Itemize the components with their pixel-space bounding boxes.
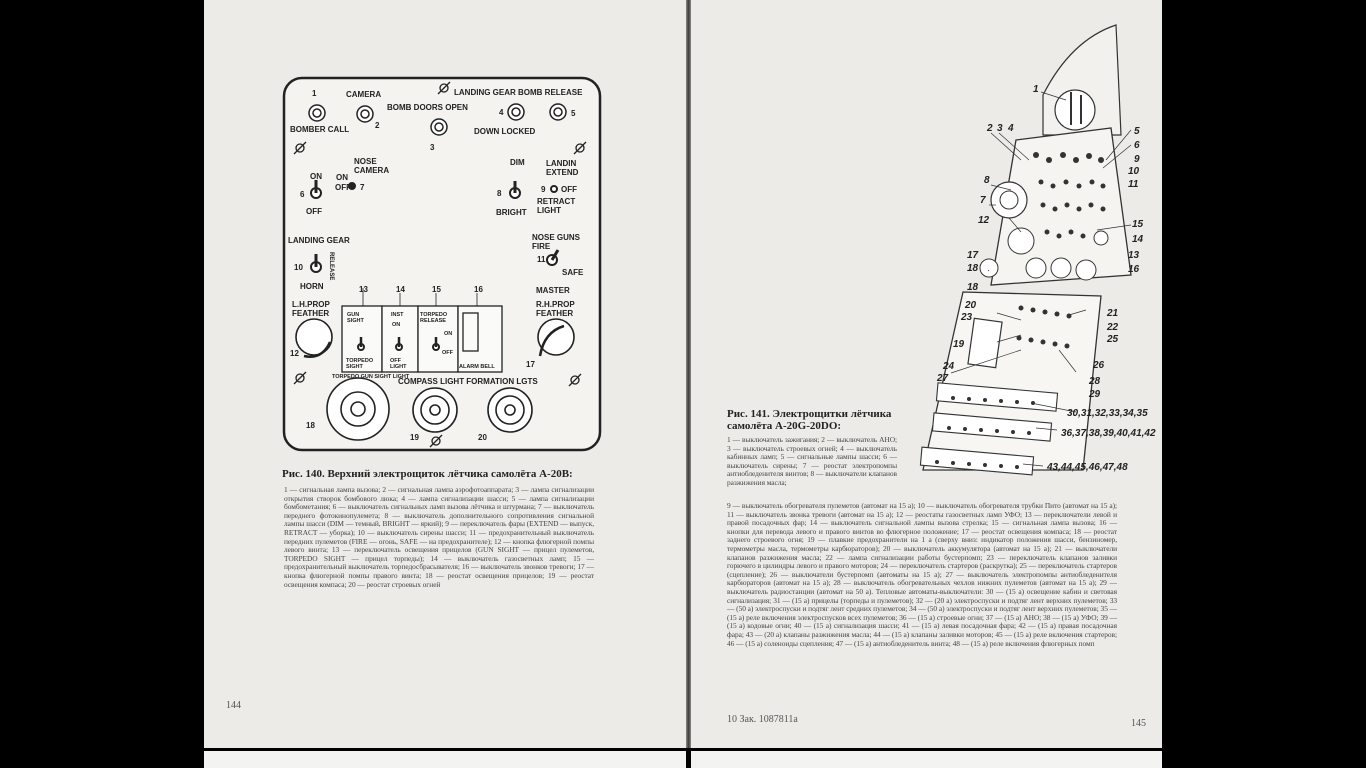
figure-140-caption: Рис. 140. Верхний электрощиток лётчика самолёта А-20В: bbox=[282, 468, 573, 480]
callout-4: 4 bbox=[1008, 123, 1014, 134]
label-off-9: OFF bbox=[561, 185, 577, 194]
label-13: 13 bbox=[359, 285, 368, 294]
callout-43-48: 43,44,45,46,47,48 bbox=[1047, 462, 1128, 473]
label-bomber-call: BOMBER CALL bbox=[290, 125, 350, 134]
figure-140-switch-panel bbox=[204, 0, 686, 470]
page-number-right: 145 bbox=[1131, 718, 1146, 729]
callout-6: 6 bbox=[1134, 140, 1140, 151]
signature-mark: 10 Зак. 1087811а bbox=[727, 714, 798, 725]
right-book-page bbox=[691, 0, 1162, 748]
label-gun-sight: GUN SIGHT bbox=[347, 312, 364, 325]
label-19: 19 bbox=[410, 433, 419, 442]
figure-140-legend: 1 — сигнальная лампа вызова; 2 — сигнальная лампа аэрофотоаппарата; 3 — лампа сигнализации открытия створок бомбового люка; 4 — лампа сигнализации шасси; 5 — лампа сигнализации бомбометания; 6 — выключатель сигнальных ламп вызова лётчика и штурмана; 7 — выключатель переднего фотокинопулемета; 8 — выключатель дополнительного сопротивления сигнальной лампы шасси (DIM — темный, BRIGHT — яркий); 9 — переключатель фары (EXTEND — выпуск, RETRACT — уборка); 10 — выключатель сирены шасси; 11 — предохранительный выключатель передних пулеметов (FIRE — огонь, SAFE — на предохранителе); 12 — кнопка флюгерной помпы левого винта; 13 — переключатель освещения прицелов (GUN SIGHT — прицел пулеметов, TORPEDO SIGHT — прицел торпеды); 14 — выключатель газосветных ламп; 15 — предохранительный выключатель торпедосбрасывателя; 16 — выключатель звонков тревоги; 17 — кнопка флюгерной помпы правого винта; 18 — реостат освещения прицелов; 19 — реостат освещения компаса; 20 — реостат строевых огней bbox=[284, 485, 594, 589]
label-compass-light: COMPASS LIGHT FORMATION LGTS bbox=[398, 377, 538, 386]
callout-1: 1 bbox=[1033, 84, 1039, 95]
label-lh-prop: L.H.PROP FEATHER bbox=[292, 300, 330, 318]
label-rh-prop: R.H.PROP FEATHER bbox=[536, 300, 575, 318]
callout-19: 19 bbox=[953, 339, 965, 350]
label-bright: BRIGHT bbox=[496, 208, 527, 217]
label-horn: HORN bbox=[300, 282, 324, 291]
label-16: 16 bbox=[474, 285, 483, 294]
label-17: 17 bbox=[526, 360, 535, 369]
label-alarm-bell: ALARM BELL bbox=[459, 364, 495, 370]
callout-29: 29 bbox=[1089, 389, 1101, 400]
callout-12: 12 bbox=[978, 215, 990, 226]
label-5: 5 bbox=[571, 109, 576, 118]
callout-26: 26 bbox=[1093, 360, 1105, 371]
label-11: 11 bbox=[537, 255, 546, 264]
label-camera: CAMERA bbox=[346, 90, 382, 99]
callout-13: 13 bbox=[1128, 250, 1140, 261]
label-1: 1 bbox=[312, 89, 317, 98]
label-9: 9 bbox=[541, 185, 546, 194]
label-3: 3 bbox=[430, 143, 435, 152]
callout-8: 8 bbox=[984, 175, 990, 186]
label-2: 2 bbox=[375, 121, 380, 130]
label-off-camera: OFF bbox=[335, 183, 351, 192]
figure-141-legend-wide: 9 — выключатель обогревателя пулеметов (автомат на 15 а); 10 — выключатель обогревателя трубки Пито (автомат на 15 а); 11 — выключатель звонка тревоги (автомат на 15 а); 12 — реостаты газосветных ламп УФО; 13 — переключатели левой и правой посадочных фар; 14 — выключатель сигнальной лампы вызова стрелка; 15 — сигнальная лампа вызова; 16 — кнопки для перевода левого и правого винтов во флюгерное положение; 17 — реостат освещения компаса; 18 — реостат заднего строевого огня; 19 — плавкие предохранители на 1 а (сверху вниз: индикатор положения шасси, бензиномер, термометры масла, термометры карбюраторов); 20 — выключатель аккумулятора (автомат на 15 а); 21 — выключатели клапанов разжижения масла; 22 — лампа сигнализации работы бустерпомп; 23 — переключатель клапанов заливки горючего в цилиндры левого и правого моторов; 24 — переключатель стартеров (раскрутка); 25 — переключатель стартеров (сцепление); 26 — выключатели бустерпомп (автоматы на 15 а); 27 — выключатель электропомпы антиобледенителя карбюраторов (автомат на 15 а); 28 — выключатель обогревательных чехлов нижних пулеметов (автомат на 15 а); 29 — выключатель радиостанции (автомат на 50 а). Тепловые автоматы-выключатели: 30 — (15 а) освещение кабин и световая сигнализация; 31 — (15 а) прицелы (торпеды и пулеметов); 32 — (20 а) электроспуски и подтяг лент верхних пулеметов; 33 — (50 а) электроспуски и подтяг лент средних пулеметов; 34 — (50 а) электроспуски и подтяг лент верхних пулеметов; 35 — (15 а) реле включения электроспусков всех пулеметов; 36 — (15 а) строевые огни; 37 — (15 а) АНО; 38 — (15 а) УФО; 39 — (15 а) кодовые огни; 40 — (15 а) сигнализация шасси; 41 — (15 а) левая посадочная фара; 42 — (15 а) правая посадочная фара; 43 — (20 а) клапаны разжижения масла; 44 — (15 а) клапаны заливки моторов; 45 — (15 а) реле включения стартеров; 46 — (15 а) соленоиды сцепления; 47 — (15 а) антиобледенитель винта; 48 — (15 а) реле включения флюгерных помп bbox=[727, 501, 1117, 648]
label-torpedo-gun-sight-light: TORPEDO GUN SIGHT LIGHT bbox=[332, 374, 410, 380]
label-18: 18 bbox=[306, 421, 315, 430]
label-15: 15 bbox=[432, 285, 441, 294]
callout-5: 5 bbox=[1134, 126, 1140, 137]
label-retract-light: RETRACT LIGHT bbox=[537, 197, 576, 215]
callout-18b: 18 bbox=[967, 282, 979, 293]
callout-23: 23 bbox=[961, 312, 973, 323]
callout-3: 3 bbox=[997, 123, 1003, 134]
next-spread-right-edge bbox=[691, 751, 1162, 768]
label-nose-guns-fire: NOSE GUNS FIRE bbox=[532, 233, 581, 251]
label-on-15: ON bbox=[444, 331, 453, 337]
callout-16: 16 bbox=[1128, 264, 1140, 275]
next-spread-left-edge bbox=[204, 751, 686, 768]
label-landin-extend: LANDIN EXTEND bbox=[546, 159, 579, 177]
label-20: 20 bbox=[478, 433, 487, 442]
callout-10: 10 bbox=[1128, 166, 1140, 177]
label-release: RELEASE bbox=[328, 252, 334, 281]
callout-9: 9 bbox=[1134, 154, 1140, 165]
callout-36-42: 36,37,38,39,40,41,42 bbox=[1061, 428, 1156, 439]
label-4: 4 bbox=[499, 108, 504, 117]
callout-18: 18 bbox=[967, 263, 979, 274]
callout-7: 7 bbox=[980, 195, 986, 206]
label-master: MASTER bbox=[536, 286, 570, 295]
label-7: 7 bbox=[360, 183, 365, 192]
label-torpedo-sight: TORPEDO SIGHT bbox=[346, 358, 374, 371]
callout-20: 20 bbox=[965, 300, 977, 311]
callout-2: 2 bbox=[987, 123, 993, 134]
label-off-15: OFF bbox=[442, 350, 453, 356]
label-torpedo-release: TORPEDO RELEASE bbox=[420, 312, 448, 325]
label-on-camera: ON bbox=[336, 173, 348, 182]
label-8: 8 bbox=[497, 189, 502, 198]
callout-27: 27 bbox=[937, 373, 949, 384]
label-14: 14 bbox=[396, 285, 405, 294]
figure-141-caption: Рис. 141. Электрощитки лётчика самолёта А-20G-20DO: bbox=[727, 408, 892, 432]
callout-11: 11 bbox=[1128, 179, 1139, 190]
label-landing-bomb: LANDING GEAR BOMB RELEASE bbox=[454, 88, 583, 97]
callout-15: 15 bbox=[1132, 219, 1144, 230]
callout-30-35: 30,31,32,33,34,35 bbox=[1067, 408, 1148, 419]
label-bomb-doors-open: BOMB DOORS OPEN bbox=[387, 103, 468, 112]
figure-141-legend-narrow: 1 — выключатель зажигания; 2 — выключатель АНО; 3 — выключатель строевых огней; 4 — выключатель кабинных ламп; 5 — сигнальные лампы шасси; 6 — выключатель сирены; 7 — реостат электропомпы антиобледенителя винтов; 8 — выключатели клапанов разжижения масла; bbox=[727, 435, 897, 487]
label-dim: DIM bbox=[510, 158, 525, 167]
left-book-page bbox=[204, 0, 686, 748]
label-12: 12 bbox=[290, 349, 299, 358]
label-10: 10 bbox=[294, 263, 303, 272]
label-landing-gear: LANDING GEAR bbox=[288, 236, 350, 245]
callout-25: 25 bbox=[1107, 334, 1119, 345]
label-on: ON bbox=[310, 172, 322, 181]
label-6: 6 bbox=[300, 190, 305, 199]
callout-14: 14 bbox=[1132, 234, 1144, 245]
label-off-light: OFF LIGHT bbox=[390, 358, 407, 371]
label-inst: INST bbox=[391, 312, 404, 318]
label-safe: SAFE bbox=[562, 268, 584, 277]
callout-24: 24 bbox=[943, 361, 955, 372]
callout-17: 17 bbox=[967, 250, 979, 261]
callout-21: 21 bbox=[1107, 308, 1119, 319]
label-nose-camera: NOSE CAMERA bbox=[354, 157, 390, 175]
label-on-14: ON bbox=[392, 322, 401, 328]
label-off: OFF bbox=[306, 207, 322, 216]
page-number-left: 144 bbox=[226, 700, 241, 711]
callout-22: 22 bbox=[1107, 322, 1119, 333]
callout-28: 28 bbox=[1089, 376, 1101, 387]
label-down-locked: DOWN LOCKED bbox=[474, 127, 536, 136]
